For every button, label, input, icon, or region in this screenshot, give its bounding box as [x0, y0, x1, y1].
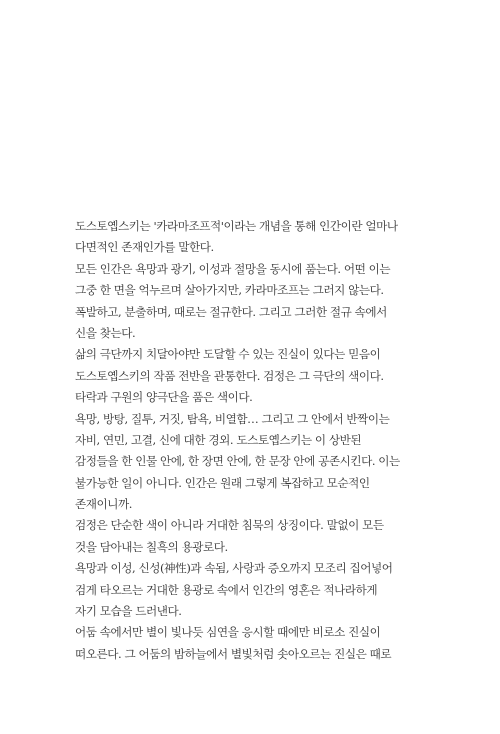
text-line: 모든 인간은 욕망과 광기, 이성과 절망을 동시에 품는다. 어떤 이는: [75, 261, 391, 276]
text-line: 자비, 연민, 고결, 신에 대한 경외. 도스토옙스키는 이 상반된: [75, 432, 362, 447]
text-line: 검게 타오르는 거대한 용광로 속에서 인간의 영혼은 적나라하게: [75, 582, 378, 597]
text-line: 삶의 극단까지 치달아야만 도달할 수 있는 진실이 있다는 믿음이: [75, 347, 381, 362]
text-line: 도스토옙스키는 '카라마조프적'이라는 개념을 통해 인간이란 얼마나: [75, 219, 398, 233]
text-line: 도스토옙스키의 작품 전반을 관통한다. 검정은 그 극단의 색이다.: [75, 368, 384, 383]
text-line: 존재이니까.: [75, 497, 132, 512]
text-line: 감정들을 한 인물 안에, 한 장면 안에, 한 문장 안에 공존시킨다. 이는: [75, 454, 400, 469]
text-line: 불가능한 일이 아니다. 인간은 원래 그렇게 복잡하고 모순적인: [75, 475, 370, 490]
text-line: 신을 찾는다.: [75, 325, 136, 340]
text-line: 욕망, 방탕, 질투, 거짓, 탐욕, 비열함… 그리고 그 안에서 반짝이는: [75, 411, 390, 426]
text-line: 어둠 속에서만 별이 빛나듯 심연을 응시할 때에만 비로소 진실이: [75, 625, 381, 640]
text-line: 떠오른다. 그 어둠의 밤하늘에서 별빛처럼 솟아오르는 진실은 때로: [75, 646, 392, 661]
text-line: 그중 한 면을 억누르며 살아가지만, 카라마조프는 그러지 않는다.: [75, 283, 384, 298]
text-line: 자기 모습을 드러낸다.: [75, 604, 182, 619]
text-line: 것을 담아내는 칠흑의 용광로다.: [75, 539, 228, 554]
text-line: 다면적인 존재인가를 말한다.: [75, 240, 214, 255]
text-line: 욕망과 이성, 신성(神性)과 속됨, 사랑과 증오까지 모조리 집어넣어: [75, 561, 393, 576]
text-line: 폭발하고, 분출하며, 때로는 절규한다. 그리고 그러한 절규 속에서: [75, 304, 387, 319]
body-text: [75, 216, 425, 665]
text-line: 검정은 단순한 색이 아니라 거대한 침묵의 상징이다. 말없이 모든: [75, 518, 384, 533]
text-line: 타락과 구원의 양극단을 품은 색이다.: [75, 390, 253, 405]
